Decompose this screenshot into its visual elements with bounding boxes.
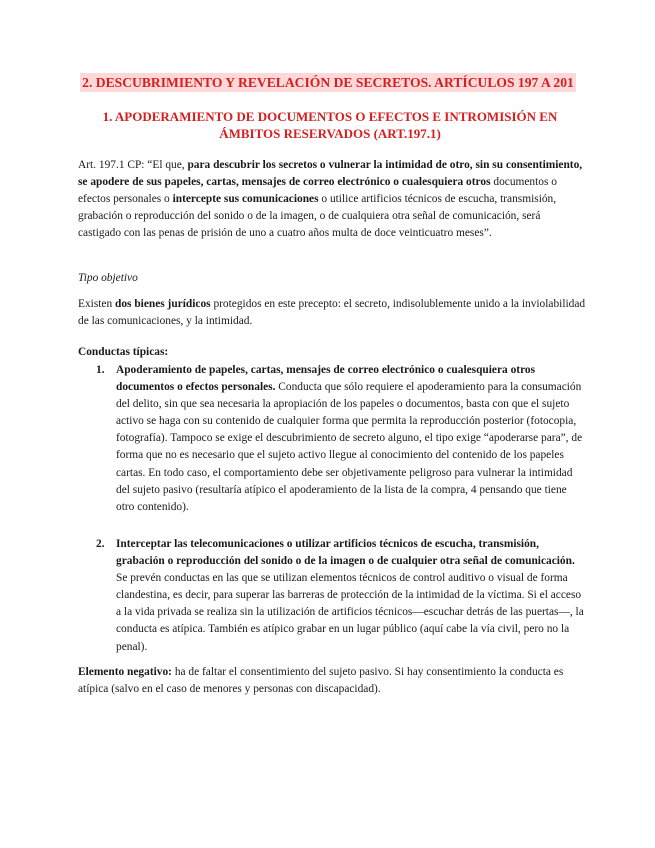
list-item-body — [116, 362, 586, 516]
subsection-heading: 1. APODERAMIENTO DE DOCUMENTOS O EFECTOS E INTROMISIÓN EN ÁMBITOS RESERVADOS (ART.197.1) — [102, 109, 558, 141]
list-item-body — [116, 536, 586, 656]
list-item — [96, 536, 586, 656]
negativo-bold: Elemento negativo: — [78, 666, 172, 678]
list-item — [96, 362, 586, 516]
negativo-text: ha de faltar el consentimiento del sujeto pasivo. Si hay consentimiento la conducta es atípica (salvo en el caso de menores y personas con discapacidad). — [78, 666, 564, 696]
list-item-bold: Interceptar las telecomunicaciones o utilizar artificios técnicos de escucha, transmisión, grabación o reproducción del sonido o de la imagen o de cualquier otra señal de comunicación. — [116, 538, 575, 568]
elemento-negativo-paragraph — [78, 664, 586, 698]
list-item-number: 2. — [96, 538, 105, 550]
article-bold-2: intercepte sus comunicaciones — [172, 193, 319, 206]
section-heading-text: 2. DESCUBRIMIENTO Y REVELACIÓN DE SECRETOS. ARTÍCULOS 197 A 201 — [82, 75, 574, 90]
bienes-paragraph — [78, 296, 586, 330]
bienes-bold: dos bienes jurídicos — [115, 298, 211, 310]
conductas-heading: Conductas típicas: — [78, 346, 169, 358]
article-text-2: documentos o efectos personales o — [78, 176, 557, 206]
bienes-text-2: protegidos en este precepto: el secreto, indisolublemente unido a la inviolabilidad de las comunicaciones, y la intimidad. — [78, 298, 586, 328]
article-text-1: Art. 197.1 CP: “El que, — [78, 159, 188, 171]
article-paragraph — [78, 157, 586, 242]
tipo-objetivo-label: Tipo objetivo — [78, 272, 138, 284]
list-item-text: Se prevén conductas en las que se utilizan elementos técnicos de control auditivo o visual de forma clandestina, es decir, para superar las barreras de protección de la intimidad de la víctima. Si el acceso a la vida privada se realiza sin la utilización de artificios técnicos—escuchar detrás de las puertas—, la conducta es atípica. También es atípico grabar en un lugar público (aquí cabe la vía civil, pero no la penal). — [116, 572, 584, 653]
list-item-bold: Apoderamiento de papeles, cartas, mensajes de correo electrónico o cualesquiera otros documentos o efectos personales. — [116, 364, 536, 394]
list-item-text: Conducta que sólo requiere el apoderamiento para la consumación del delito, sin que sea necesaria la apropiación de los papeles o documentos, basta con que el sujeto activo se haga con su contenido de cualquier forma que permita la reproducción posterior (fotocopia, fotografía). Tampoco se exige el descubrimiento de secreto alguno, el tipo exige “apoderarse para”, de forma que no es necesario que el sujeto activo llegue al conocimiento del contenido de los papeles cartas. En todo caso, el comportamiento debe ser objetivamente peligroso para vulnerar la intimidad del sujeto pasivo (resultaría atípico el apoderamiento de la lista de la compra, 4 pensando que tiene otro contenido). — [116, 381, 583, 513]
article-bold-1: para descubrir los secretos o vulnerar la intimidad de otro, sin su consentimiento, se apodere de sus papeles, cartas, mensajes de correo electrónico o cualesquiera otros — [78, 159, 583, 189]
section-heading — [78, 74, 578, 92]
list-item-number: 1. — [96, 364, 105, 376]
article-text-3: o utilice artificios técnicos de escucha, transmisión, grabación o reproducción del sonido o de la imagen, o de cualquiera otra señal de comunicación, será castigado con las penas de prisión de uno a cuatro años multa de doce veinticuatro meses”. — [78, 193, 557, 240]
bienes-text-1: Existen — [78, 298, 116, 310]
